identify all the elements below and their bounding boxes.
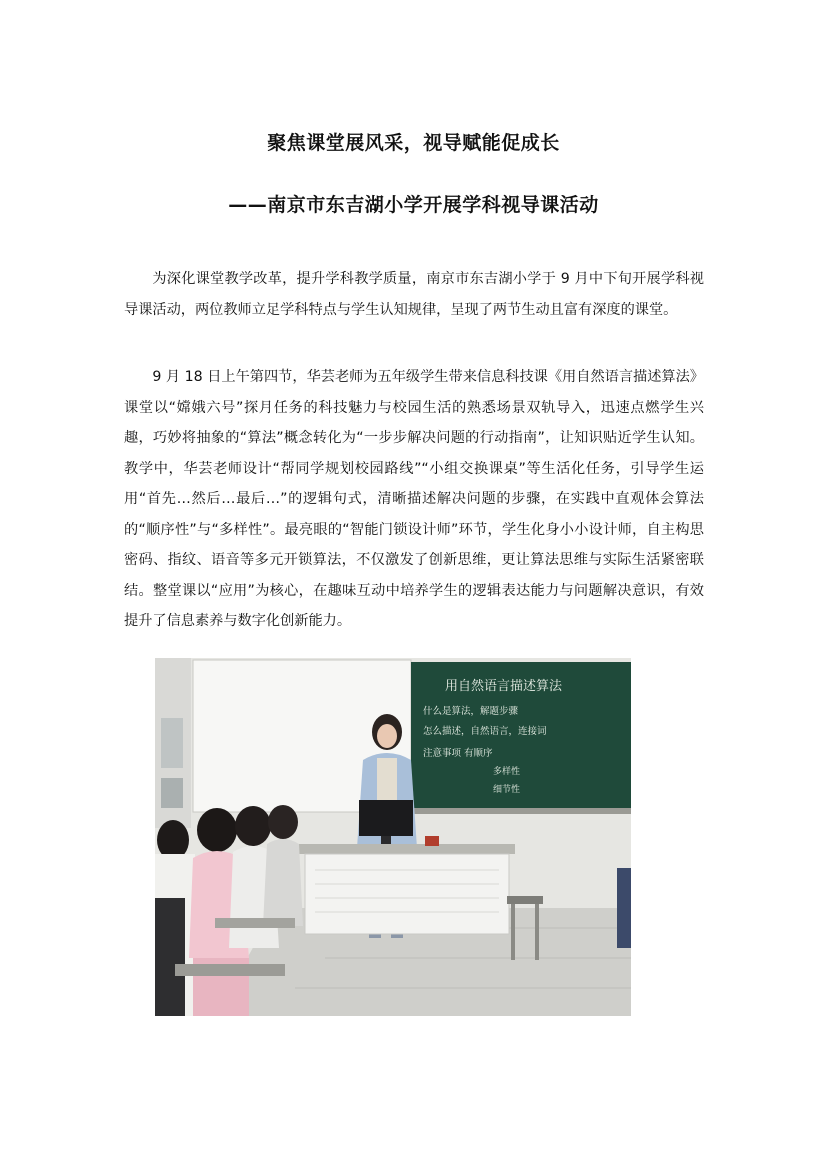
classroom-photo (155, 658, 631, 1016)
paragraph-intro: 为深化课堂教学改革，提升学科教学质量，南京市东吉湖小学于 9 月中下旬开展学科视导课活动，两位教师立足学科特点与学生认知规律，呈现了两节生动且富有深度的课堂。 (124, 271, 704, 318)
board-line: 细节性 (493, 785, 521, 795)
article-subtitle: ——南京市东吉湖小学开展学科视导课活动 (228, 194, 599, 216)
board-line: 多样性 (493, 767, 521, 777)
board-line: 什么是算法，解题步骤 (423, 706, 519, 717)
paragraph-lesson: 9 月 18 日上午第四节，华芸老师为五年级学生带来信息科技课《用自然语言描述算法》课堂以“嫦娥六号”探月任务的科技魅力与校园生活的熟悉场景双轨导入，迅速点燃学生兴趣，巧妙将抽象的“算法”概念转化为“一步步解决问题的行动指南”，让知识贴近学生认知。教学中，华芸老师设计“帮同学规划校园路线”“小组交换课桌”等生活化任务，引导学生运用“首先…然后…最后…”的逻辑句式，清晰描述解决问题的步骤，在实践中直观体会算法的“顺序性”与“多样性”。最亮眼的“智能门锁设计师”环节，学生化身小小设计师，自主构思密码、指纹、语音等多元开锁算法，不仅激发了创新思维，更让算法思维与实际生活紧密联结。整堂课以“应用”为核心，在趣味互动中培养学生的逻辑表达能力与问题解决意识，有效提升了信息素养与数字化创新能力。 (124, 369, 704, 629)
article-title: 聚焦课堂展风采，视导赋能促成长 (267, 132, 560, 154)
board-line: 注意事项 有顺序 (423, 748, 493, 759)
board-line: 用自然语言描述算法 (445, 679, 563, 694)
board-line: 怎么描述，自然语言，连接词 (423, 726, 547, 737)
